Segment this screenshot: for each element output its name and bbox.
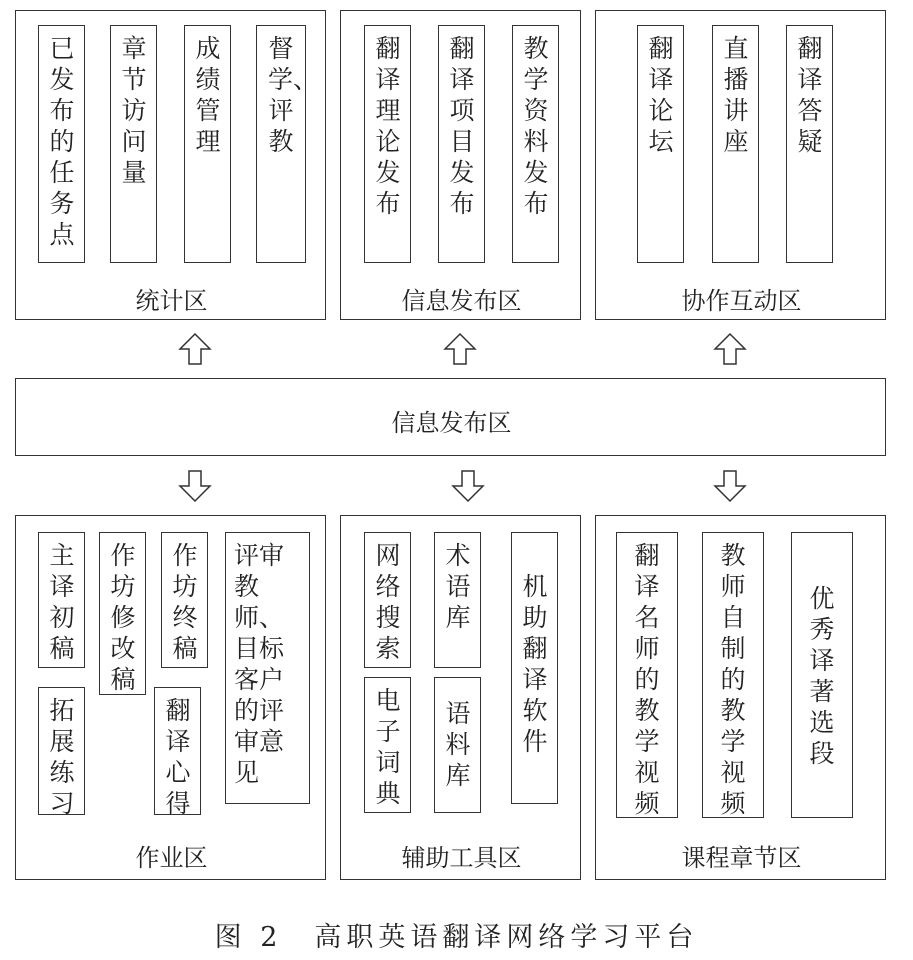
box-live-lecture-text: 直播讲座 [723, 34, 749, 156]
box-translation-qa-text: 翻译答疑 [797, 34, 823, 156]
box-translation-forum [637, 25, 684, 263]
box-web-search [364, 532, 411, 668]
box-review-comments [225, 532, 310, 804]
box-supervision-evaluation [256, 25, 319, 263]
center-info-bar [15, 378, 886, 456]
box-published-tasks-text: 已发布的任务点 [49, 34, 75, 249]
box-workshop-final-text: 作坊终稿 [172, 541, 198, 663]
box-cat-software [511, 532, 558, 804]
box-workshop-revision-text: 作坊修改稿 [110, 541, 136, 694]
course-chapter-section-label: 课程章节区 [681, 844, 802, 872]
box-supervision-evaluation-text: 督学、评教 [268, 34, 319, 156]
center-info-bar-label: 信息发布区 [391, 409, 512, 437]
box-first-draft-text: 主译初稿 [49, 541, 75, 663]
box-first-draft [38, 532, 85, 668]
box-live-lecture [712, 25, 759, 263]
down-arrow-icon [178, 470, 212, 502]
down-arrow-icon [451, 470, 485, 502]
box-translation-insights-text: 翻译心得 [165, 696, 191, 818]
box-master-videos-text: 翻译名师的教学视频 [634, 541, 660, 818]
box-cat-software-text: 机助翻译软件 [522, 572, 548, 756]
box-translation-insights [154, 687, 201, 818]
box-theory-publish [364, 25, 411, 263]
box-extended-practice [38, 687, 85, 818]
box-extended-practice-text: 拓展练习 [49, 696, 75, 818]
up-arrow-icon [178, 333, 212, 365]
box-excellent-excerpts-text: 优秀译著选段 [809, 584, 835, 768]
box-review-comments-text: 评审教师、目标客户的评审意见 [234, 541, 285, 787]
figure-caption: 图 2 高职英语翻译网络学习平台 [214, 922, 699, 953]
collab-section-label: 协作互动区 [681, 287, 802, 315]
box-translation-forum-text: 翻译论坛 [648, 34, 674, 156]
box-chapter-visits-text: 章节访问量 [121, 34, 147, 187]
aux-tools-section-label: 辅助工具区 [401, 844, 522, 872]
stats-section-label: 统计区 [135, 287, 208, 315]
box-theory-publish-text: 翻译理论发布 [375, 34, 401, 218]
up-arrow-icon [443, 333, 477, 365]
homework-section-label: 作业区 [135, 844, 208, 872]
box-corpus-text: 语料库 [445, 699, 471, 790]
box-grade-management [184, 25, 231, 263]
box-teacher-videos-text: 教师自制的教学视频 [720, 541, 746, 818]
down-arrow-icon [713, 470, 747, 502]
box-excellent-excerpts [791, 532, 853, 818]
box-term-base [434, 532, 481, 668]
box-translation-qa [786, 25, 833, 263]
box-term-base-text: 术语库 [445, 541, 471, 632]
box-e-dictionary [364, 677, 411, 813]
box-published-tasks [38, 25, 85, 263]
box-project-publish [438, 25, 485, 263]
box-corpus [434, 677, 481, 813]
box-chapter-visits [110, 25, 157, 263]
box-materials-publish [512, 25, 559, 263]
box-teacher-videos [702, 532, 764, 818]
box-materials-publish-text: 教学资料发布 [523, 34, 549, 218]
box-web-search-text: 网络搜索 [375, 541, 401, 663]
box-grade-management-text: 成绩管理 [195, 34, 221, 156]
box-project-publish-text: 翻译项目发布 [449, 34, 475, 218]
up-arrow-icon [713, 333, 747, 365]
info-publish-section-label: 信息发布区 [401, 287, 522, 315]
box-e-dictionary-text: 电子词典 [375, 686, 401, 808]
box-workshop-final [161, 532, 208, 668]
box-workshop-revision [99, 532, 146, 695]
box-master-videos [616, 532, 678, 818]
